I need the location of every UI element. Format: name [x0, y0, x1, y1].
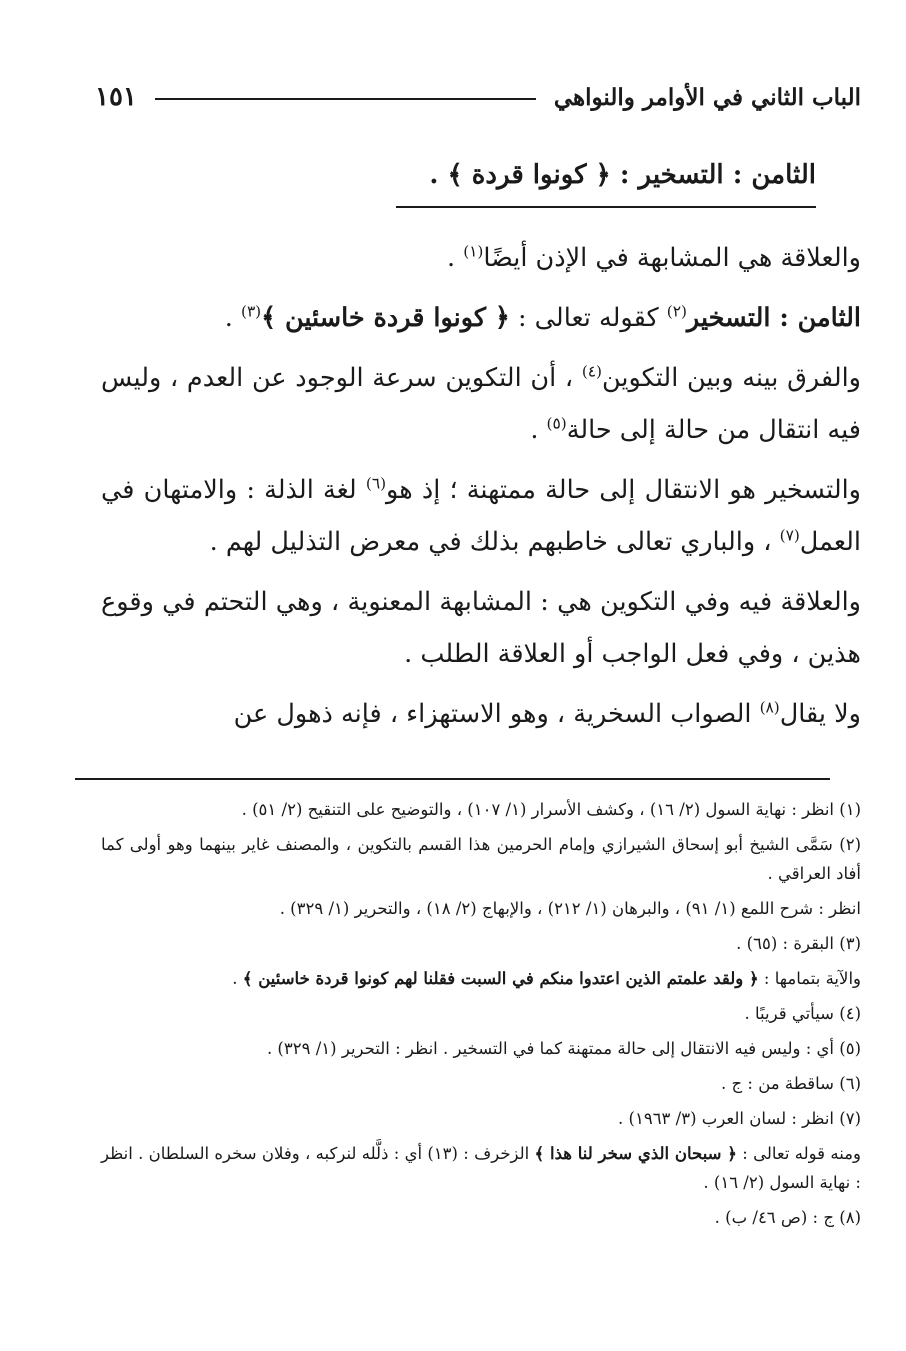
paragraph-6-text-a: ولا يقال [779, 699, 861, 729]
paragraph-3-end: . [530, 415, 547, 445]
paragraph-5: والعلاقة فيه وفي التكوين هي : المشابهة المعنوية ، وهي التحتم في وقوع هذين ، وفي فعل الواجب أو العلاقة الطلب . [101, 587, 861, 669]
footnote-ref-6: (٦) [365, 474, 387, 493]
paragraph-1-end: . [446, 243, 464, 273]
running-header [95, 80, 861, 114]
paragraph-2-end: . [224, 303, 241, 333]
header-rule [155, 98, 536, 100]
quran-quote: ﴿ كونوا قردة خاسئين ﴾ [261, 303, 510, 333]
footnote-3-intro: والآية بتمامها : [758, 969, 861, 988]
footnote-2-continued: انظر : شرح اللمع (١/ ٩١) ، والبرهان (١/ ٢١٢) ، والإبهاج (٢/ ١٨) ، والتحرير (١/ ٣٢٩) . [279, 899, 861, 918]
footnote-2: (٢) سَمَّى الشيخ أبو إسحاق الشيرازي وإمام الحرمين هذا القسم بالتكوين ، والمصنف غاير بينهما وهو أولى كما أفاد العراقي . [101, 835, 861, 883]
paragraph-6 [101, 688, 861, 740]
footnote-5: (٥) أي : وليس فيه الانتقال إلى حالة ممتهنة كما في التسخير . انظر : التحرير (١/ ٣٢٩) . [266, 1039, 861, 1058]
body-text [101, 232, 861, 748]
footnote-ref-8: (٨) [759, 698, 780, 717]
footnote-ref-1: (١) [463, 242, 484, 261]
footnote-ref-2: (٢) [666, 302, 687, 321]
paragraph-4 [101, 464, 861, 568]
footnote-7-end: الزخرف : (١٣) أي : ذلَّله لنركبه ، وفلان سخره السلطان . انظر : نهاية السول (٢/ ١٦) . [101, 1144, 861, 1192]
footnotes [101, 795, 861, 1238]
footnote-separator [75, 778, 830, 780]
footnote-7: (٧) انظر : لسان العرب (٣/ ١٩٦٣) . [618, 1109, 861, 1128]
section-heading: الثامن : التسخير : ﴿ كونوا قردة ﴾ . [396, 160, 816, 208]
paragraph-2-lead: الثامن : [770, 303, 861, 333]
paragraph-6-text-b: الصواب السخرية ، وهو الاستهزاء ، فإنه ذهول عن [233, 699, 760, 729]
footnote-1: (١) انظر : نهاية السول (٢/ ١٦) ، وكشف الأسرار (١/ ١٠٧) ، والتوضيح على التنقيح (٢/ ٥١) . [241, 800, 861, 819]
footnote-7-intro: ومنه قوله تعالى : [736, 1144, 861, 1163]
paragraph-3-text-a: والفرق بينه وبين التكوين [601, 363, 861, 393]
paragraph-4-text-a: والتسخير هو الانتقال إلى حالة ممتهنة ؛ إذ هو [386, 475, 861, 505]
footnote-8: (٨) ج : (ص ٤٦/ ب) . [714, 1208, 861, 1227]
footnote-4: (٤) سيأتي قريبًا . [744, 1004, 861, 1023]
paragraph-4-text-c: ، والباري تعالى خاطبهم بذلك في معرض التذليل لهم . [209, 527, 780, 557]
paragraph-3 [101, 352, 861, 456]
footnote-3: (٣) البقرة : (٦٥) . [736, 934, 861, 953]
paragraph-2-text: كقوله تعالى : [509, 303, 667, 333]
footnote-ref-4: (٤) [581, 362, 602, 381]
footnote-ref-3: (٣) [240, 302, 262, 321]
footnote-6: (٦) ساقطة من : ج . [721, 1074, 861, 1093]
footnote-7-quote: ﴿ سبحان الذي سخر لنا هذا ﴾ [534, 1144, 737, 1163]
footnote-ref-7: (٧) [779, 526, 800, 545]
footnote-3-quote: ﴿ ولقد علمتم الذين اعتدوا منكم في السبت فقلنا لهم كونوا قردة خاسئين ﴾ [242, 969, 759, 988]
footnote-3-end: . [232, 969, 243, 988]
footnote-7-continued [101, 1139, 861, 1197]
page-number: ١٥١ [95, 82, 137, 112]
paragraph-2-term: التسخير [686, 303, 771, 333]
running-title: الباب الثاني في الأوامر والنواهي [553, 83, 861, 111]
paragraph-3-text-b: ، أن التكوين سرعة الوجود عن العدم ، وليس فيه انتقال من حالة إلى حالة [101, 363, 861, 445]
paragraph-1-text: والعلاقة هي المشابهة في الإذن أيضًا [483, 243, 861, 273]
footnote-ref-5: (٥) [546, 414, 567, 433]
footnote-3-continued [101, 964, 861, 993]
paragraph-1 [101, 232, 861, 284]
paragraph-4-text-b: لغة الذلة : والامتهان في العمل [101, 475, 861, 557]
paragraph-2 [101, 292, 861, 344]
